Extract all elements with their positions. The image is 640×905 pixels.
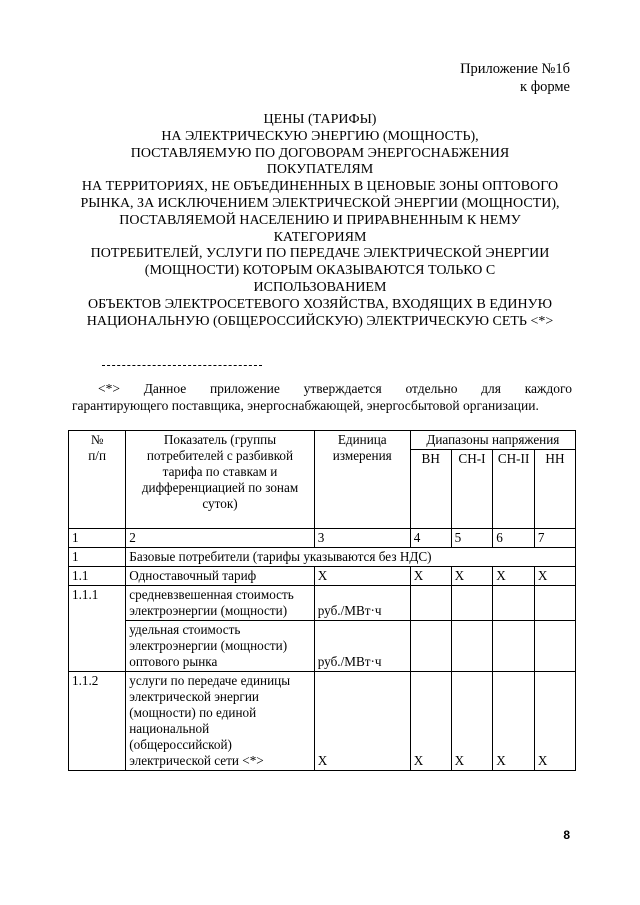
row-label-line: электрической сети <*> <box>129 753 264 768</box>
row-num: 1 <box>69 548 126 567</box>
row-value: X <box>410 567 451 586</box>
header-range-sn1: СН-I <box>451 450 493 529</box>
footnote-word: Данное <box>143 381 187 396</box>
row-unit: руб./МВт·ч <box>314 621 410 672</box>
row-value-empty <box>493 586 535 621</box>
header-num-line: п/п <box>88 448 107 463</box>
table-header-row <box>69 431 576 450</box>
row-label-line: национальной <box>129 721 210 736</box>
row-value: X <box>534 672 575 771</box>
row-value-empty <box>410 586 451 621</box>
row-value: X <box>534 567 575 586</box>
table-row <box>69 586 576 621</box>
table-row <box>69 567 576 586</box>
row-label-line: электроэнергии (мощности) <box>129 638 288 653</box>
page-number: 8 <box>563 828 570 842</box>
header-unit-line: измерения <box>332 448 392 463</box>
title-line: ОБЪЕКТОВ ЭЛЕКТРОСЕТЕВОГО ХОЗЯЙСТВА, ВХОДЯЩИХ В ЕДИНУЮ <box>88 296 552 312</box>
title-line: ПОКУПАТЕЛЯМ <box>266 162 374 178</box>
row-label-line: оптового рынка <box>129 654 218 669</box>
header-indicator-line: Показатель (группы <box>163 432 277 447</box>
row-num: 1.1.1 <box>69 586 126 672</box>
footnote <box>72 380 572 414</box>
title-line: ПОТРЕБИТЕЛЕЙ, УСЛУГИ ПО ПЕРЕДАЧЕ ЭЛЕКТРИЧЕСКОЙ ЭНЕРГИИ <box>90 246 550 262</box>
row-label-line: (общероссийской) <box>129 737 232 752</box>
footnote-line: гарантирующего поставщика, энергоснабжающей, энергосбытовой организации. <box>72 398 539 413</box>
col-number: 1 <box>69 529 126 548</box>
table-row <box>69 672 576 771</box>
row-unit: руб./МВт·ч <box>314 586 410 621</box>
row-value: X <box>493 672 535 771</box>
col-number: 5 <box>451 529 493 548</box>
annex-reference <box>460 60 570 96</box>
title-line: ИСПОЛЬЗОВАНИЕМ <box>253 279 387 295</box>
row-value: X <box>410 672 451 771</box>
table-row <box>69 548 576 567</box>
title-line: ЦЕНЫ (ТАРИФЫ) <box>263 112 377 127</box>
header-range-vn: ВН <box>410 450 451 529</box>
header-indicator <box>126 431 314 529</box>
document-title <box>40 112 600 330</box>
footnote-word: отдельно <box>405 381 458 396</box>
row-unit: X <box>314 567 410 586</box>
header-range-nn: НН <box>534 450 575 529</box>
row-value-empty <box>451 586 493 621</box>
footnote-word: для <box>481 381 501 396</box>
row-num: 1.1.2 <box>69 672 126 771</box>
row-label-line: удельная стоимость <box>129 622 241 637</box>
title-line: НАЦИОНАЛЬНУЮ (ОБЩЕРОССИЙСКУЮ) ЭЛЕКТРИЧЕСКУЮ СЕТЬ <*> <box>86 313 554 329</box>
row-label-line: электроэнергии (мощности) <box>129 603 288 618</box>
row-value-empty <box>451 621 493 672</box>
title-line: ПОСТАВЛЯЕМОЙ НАСЕЛЕНИЮ И ПРИРАВНЕННЫМ К НЕМУ <box>119 212 521 228</box>
col-number: 2 <box>126 529 314 548</box>
row-value: X <box>451 567 493 586</box>
header-voltage-ranges: Диапазоны напряжения <box>410 431 575 450</box>
row-label-line: услуги по передаче единицы <box>129 673 291 688</box>
col-number: 7 <box>534 529 575 548</box>
section-label: Базовые потребители (тарифы указываются без НДС) <box>126 548 576 567</box>
header-unit <box>314 431 410 529</box>
row-label <box>126 672 314 771</box>
header-indicator-line: дифференциацией по зонам <box>141 480 299 495</box>
row-value: X <box>451 672 493 771</box>
header-indicator-line: суток) <box>202 496 238 511</box>
title-line: РЫНКА, ЗА ИСКЛЮЧЕНИЕМ ЭЛЕКТРИЧЕСКОЙ ЭНЕРГИИ (МОЩНОСТИ), <box>80 195 560 211</box>
annex-number: Приложение №1б <box>460 61 570 77</box>
title-line: ПОСТАВЛЯЕМУЮ ПО ДОГОВОРАМ ЭНЕРГОСНАБЖЕНИЯ <box>130 145 510 161</box>
footnote-word: <*> <box>98 381 120 396</box>
title-line: НА ЭЛЕКТРИЧЕСКУЮ ЭНЕРГИЮ (МОЩНОСТЬ), <box>161 128 479 144</box>
row-value-empty <box>493 621 535 672</box>
row-label-line: (мощности) по единой <box>129 705 257 720</box>
row-unit: X <box>314 672 410 771</box>
footnote-word: приложение <box>209 381 280 396</box>
row-label <box>126 621 314 672</box>
row-label-line: средневзвешенная стоимость <box>129 587 294 602</box>
header-indicator-line: тарифа по ставкам и <box>162 464 278 479</box>
row-value-empty <box>534 621 575 672</box>
header-unit-line: Единица <box>337 432 387 447</box>
title-line: КАТЕГОРИЯМ <box>273 229 367 245</box>
col-number: 4 <box>410 529 451 548</box>
header-num <box>69 431 126 529</box>
table-row <box>69 621 576 672</box>
header-range-sn2: СН-II <box>493 450 535 529</box>
row-label: Одноставочный тариф <box>126 567 314 586</box>
title-line: (МОЩНОСТИ) КОТОРЫМ ОКАЗЫВАЮТСЯ ТОЛЬКО С <box>144 263 496 279</box>
footnote-word: утверждается <box>303 381 382 396</box>
footnote-line <box>72 380 572 397</box>
row-num: 1.1 <box>69 567 126 586</box>
row-value-empty <box>410 621 451 672</box>
row-value: X <box>493 567 535 586</box>
header-num-line: № <box>90 432 104 447</box>
footnote-separator <box>102 365 262 366</box>
col-number: 6 <box>493 529 535 548</box>
col-number: 3 <box>314 529 410 548</box>
row-label <box>126 586 314 621</box>
tariff-table <box>68 430 576 771</box>
header-indicator-line: потребителей с разбивкой <box>146 448 294 463</box>
footnote-word: каждого <box>524 381 572 396</box>
row-label-line: электрической энергии <box>129 689 259 704</box>
title-line: НА ТЕРРИТОРИЯХ, НЕ ОБЪЕДИНЕННЫХ В ЦЕНОВЫЕ ЗОНЫ ОПТОВОГО <box>81 179 559 195</box>
annex-form-ref: к форме <box>520 79 570 95</box>
column-number-row <box>69 529 576 548</box>
row-value-empty <box>534 586 575 621</box>
